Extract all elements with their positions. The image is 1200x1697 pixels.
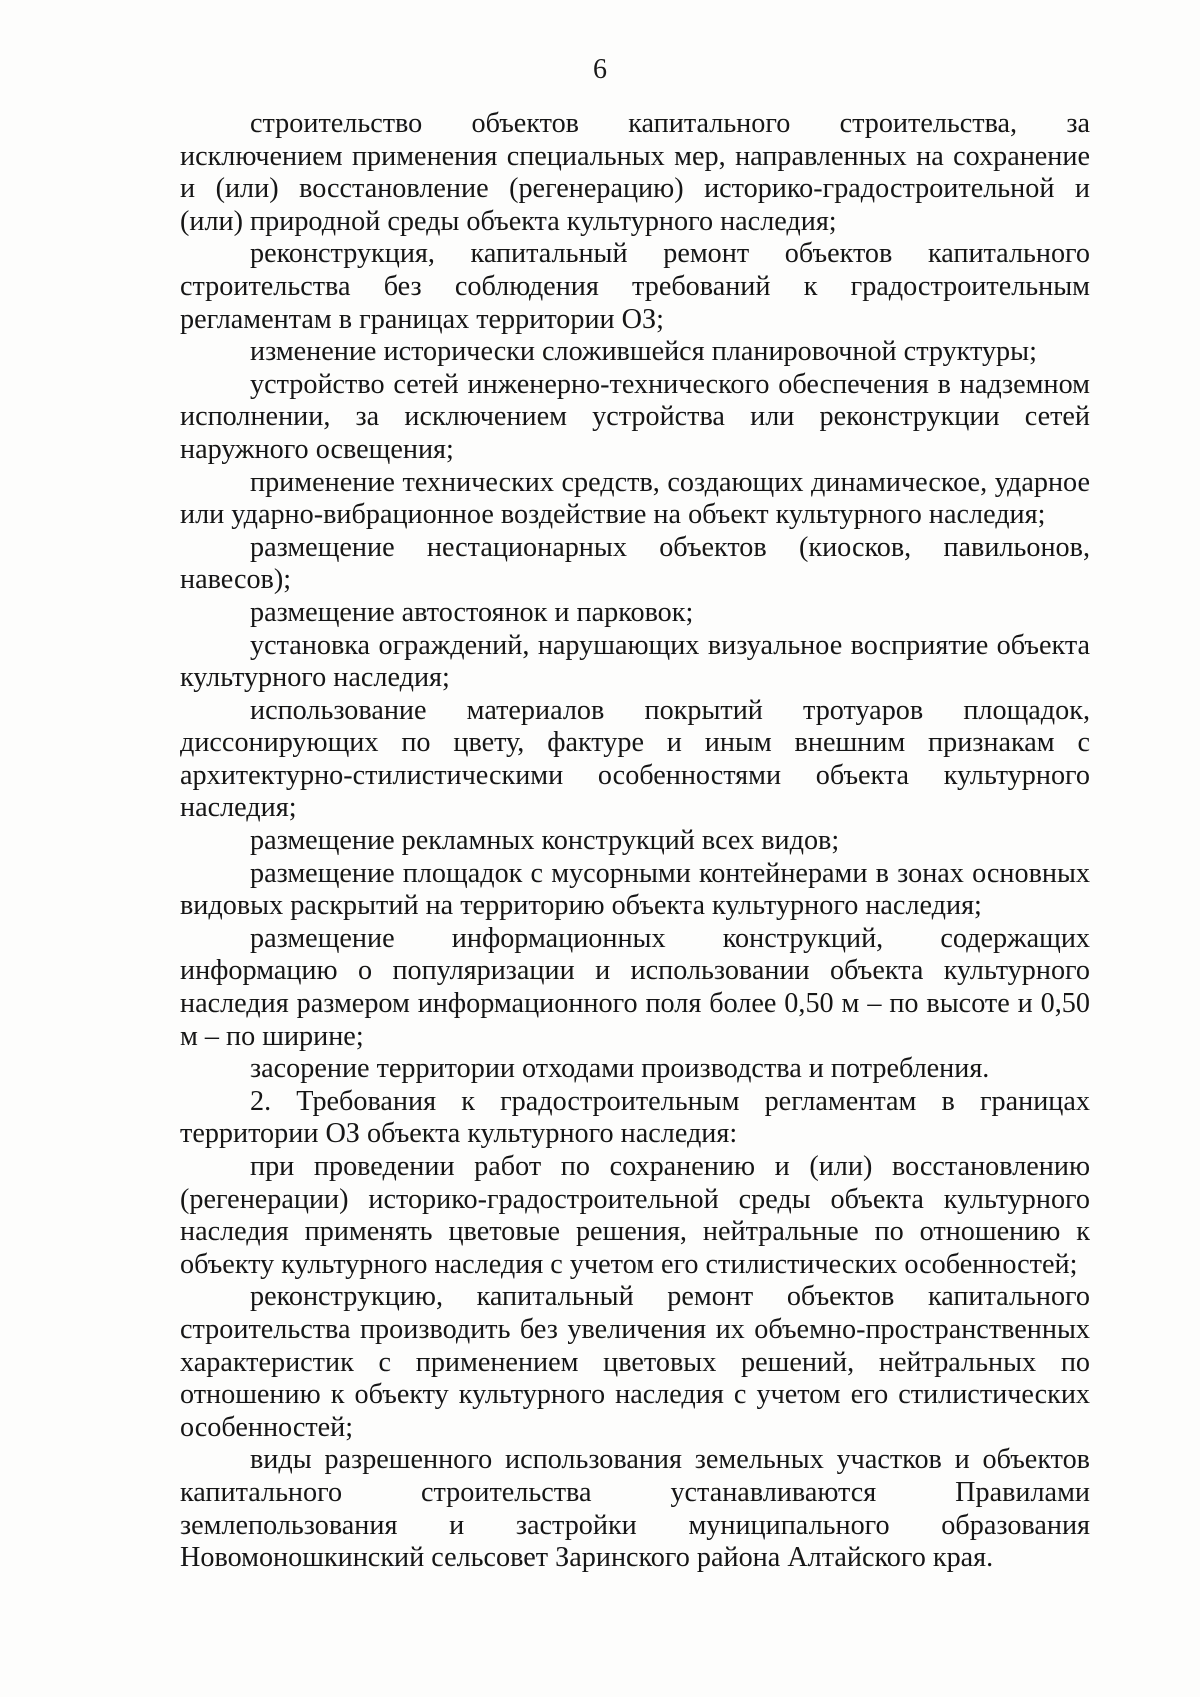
paragraph-1: строительство объектов капитального строительства, за исключением применения специальных мер, направленных на сохранение и (или) восстановление (регенерацию) историко-градостроительной и (или) природной среды объекта культурного наследия;	[180, 108, 1090, 237]
paragraph-5: применение технических средств, создающих динамическое, ударное или ударно-вибрационное воздействие на объект культурного наследия;	[180, 466, 1090, 531]
paragraph-16: реконструкцию, капитальный ремонт объектов капитального строительства производить без увеличения их объемно-пространственных характеристик с применением цветовых решений, нейтральных по отношению к объекту культурного наследия с учетом его стилистических особенностей;	[180, 1281, 1090, 1443]
paragraph-12: размещение информационных конструкций, содержащих информацию о популяризации и использовании объекта культурного наследия размером информационного поля более 0,50 м – по высоте и 0,50 м – по ширине;	[180, 922, 1090, 1052]
paragraph-11: размещение площадок с мусорными контейнерами в зонах основных видовых раскрытий на территорию объекта культурного наследия;	[180, 857, 1090, 922]
document-body	[180, 108, 1090, 1575]
paragraph-8: установка ограждений, нарушающих визуальное восприятие объекта культурного наследия;	[180, 629, 1090, 694]
paragraph-3: изменение исторически сложившейся планировочной структуры;	[250, 336, 1037, 368]
paragraph-15: при проведении работ по сохранению и (или) восстановлению (регенерации) историко-градостроительной среды объекта культурного наследия применять цветовые решения, нейтральные по отношению к объекту культурного наследия с учетом его стилистических особенностей;	[180, 1151, 1090, 1280]
paragraph-6: размещение нестационарных объектов (киосков, павильонов, навесов);	[180, 531, 1090, 596]
paragraph-13: засорение территории отходами производства и потребления.	[250, 1053, 990, 1085]
paragraph-2: реконструкция, капитальный ремонт объектов капитального строительства без соблюдения требований к градостроительным регламентам в границах территории ОЗ;	[180, 238, 1090, 335]
paragraph-10: размещение рекламных конструкций всех видов;	[250, 825, 840, 857]
paragraph-17: виды разрешенного использования земельных участков и объектов капитального строительства устанавливаются Правилами землепользования и застройки муниципального образования Новомоношкинский сельсовет Заринского района Алтайского края.	[180, 1444, 1090, 1574]
section-2-heading: 2. Требования к градостроительным регламентам в границах территории ОЗ объекта культурного наследия:	[180, 1085, 1090, 1150]
paragraph-7: размещение автостоянок и парковок;	[250, 596, 694, 628]
paragraph-4: устройство сетей инженерно-технического обеспечения в надземном исполнении, за исключением устройства или реконструкции сетей наружного освещения;	[180, 368, 1090, 465]
page-number: 6	[593, 54, 607, 85]
paragraph-9: использование материалов покрытий тротуаров площадок, диссонирующих по цвету, фактуре и иным внешним признакам с архитектурно-стилистическими особенностями объекта культурного наследия;	[180, 694, 1090, 824]
